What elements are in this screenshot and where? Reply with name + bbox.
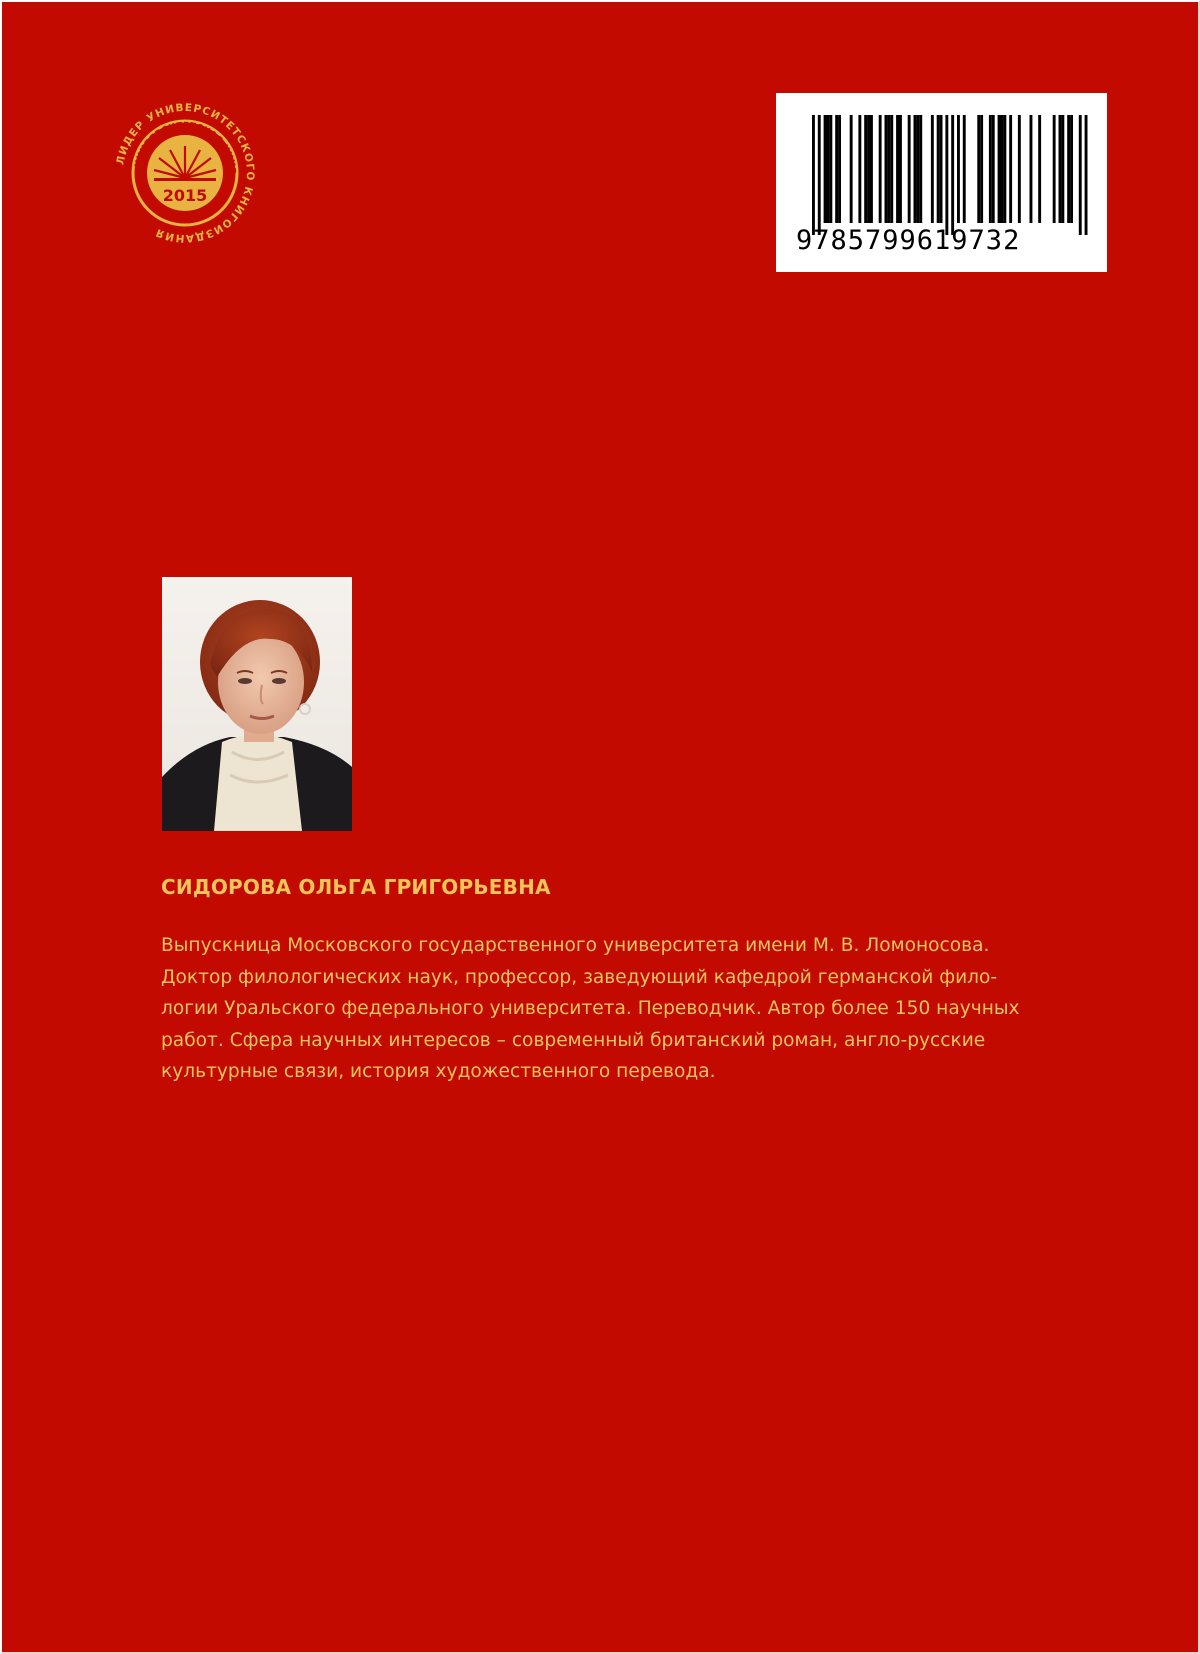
barcode-bar — [908, 115, 911, 223]
barcode-bar — [977, 115, 980, 223]
barcode-bar — [919, 115, 922, 223]
barcode-bar — [931, 115, 934, 223]
seal-year: 2015 — [162, 186, 208, 205]
barcode-bar — [957, 115, 960, 223]
barcode-bar — [827, 115, 830, 223]
barcode-bar — [1038, 115, 1041, 223]
seal-icon — [110, 98, 260, 248]
barcode-bar — [992, 115, 995, 223]
barcode-bar — [824, 115, 827, 223]
author-photo — [162, 577, 352, 831]
barcode-bar — [914, 115, 917, 223]
bio-line: Выпускница Московского государственного университета имени М. В. Ломоносова. — [161, 935, 990, 956]
barcode-bar — [829, 115, 832, 223]
barcode-bar — [1059, 115, 1062, 223]
barcode-bar — [937, 115, 940, 223]
barcode-bar — [896, 115, 899, 223]
isbn-barcode — [776, 93, 1107, 272]
barcode-bar — [838, 115, 841, 223]
barcode-bar — [870, 115, 873, 223]
barcode-bar — [864, 115, 867, 223]
barcode-bar — [1001, 115, 1004, 223]
bio-line: культурные связи, история художественного перевода. — [161, 1061, 716, 1082]
barcode-bar — [812, 115, 815, 235]
barcode-bar — [1009, 115, 1012, 223]
barcode-bar — [989, 115, 992, 223]
barcode-bar — [945, 115, 948, 235]
barcode-bar — [1070, 115, 1073, 223]
barcode-bar — [858, 115, 861, 223]
barcode-bar — [940, 115, 943, 223]
barcode-bar — [1053, 115, 1056, 223]
barcode-bar — [1018, 115, 1021, 223]
barcode-bar — [1030, 115, 1033, 223]
barcode-bar — [879, 115, 882, 223]
barcode-bar — [980, 115, 983, 223]
bio-line: работ. Сфера научных интересов – современный британский роман, англо-русские — [161, 1029, 986, 1051]
barcode-bar — [1003, 115, 1006, 223]
seal-outer-text: ЛИДЕР УНИВЕРСИТЕТСКОГО КНИГОИЗДАНИЯ — [114, 101, 257, 245]
publisher-seal-logo — [110, 98, 260, 248]
barcode-bar — [1061, 115, 1064, 223]
barcode-bar — [899, 115, 902, 223]
barcode-bar — [951, 115, 954, 235]
author-name: СИДОРОВА ОЛЬГА ГРИГОРЬЕВНА — [161, 875, 551, 899]
barcode-bar — [963, 115, 966, 223]
barcode-bar — [867, 115, 870, 223]
barcode-bar — [916, 115, 919, 223]
seal-inner-text: УНИВЕРСИТЕТСКАЯ КНИГ — [133, 120, 238, 174]
bio-line: Доктор филологических наук, профессор, заведующий кафедрой германской фило- — [161, 966, 998, 988]
barcode-bar — [885, 115, 888, 223]
barcode-bar — [1085, 115, 1088, 235]
barcode-bar — [998, 115, 1001, 223]
barcode-bar — [890, 115, 893, 223]
barcode-bar — [818, 115, 821, 235]
author-bio — [161, 930, 1081, 1088]
barcode-bar — [835, 115, 838, 223]
barcode-bar — [1079, 115, 1082, 235]
barcode-bar — [1067, 115, 1070, 223]
isbn-number: 9785799619732 — [796, 225, 1021, 256]
bio-line: логии Уральского федерального университета. Переводчик. Автор более 150 научных — [161, 998, 1020, 1019]
barcode-bar — [850, 115, 853, 223]
barcode-bar — [887, 115, 890, 223]
